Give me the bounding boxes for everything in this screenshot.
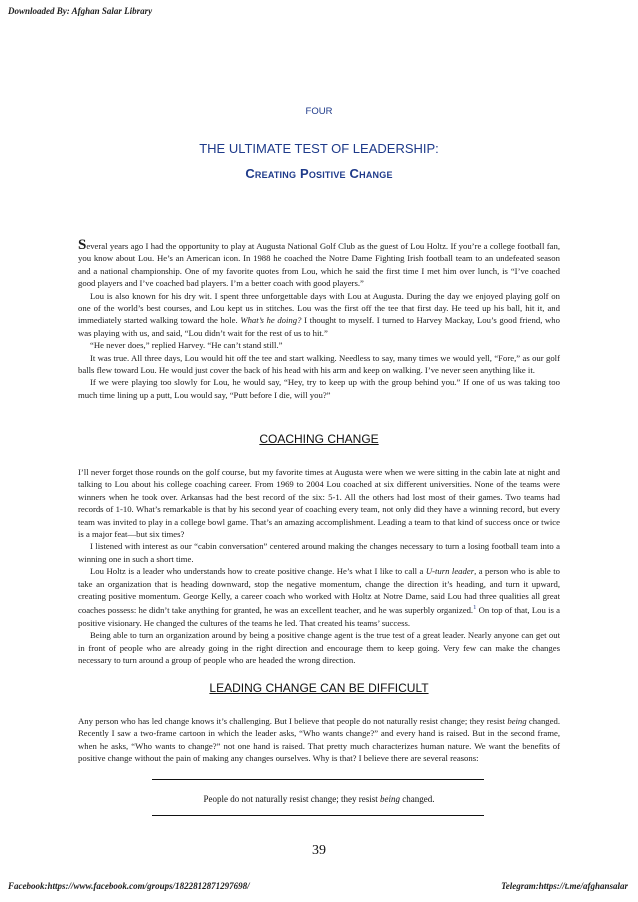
pull-quote-text: changed. xyxy=(399,794,435,804)
chapter-label: FOUR xyxy=(305,106,333,117)
watermark-telegram: Telegram:https://t.me/afghansalar xyxy=(501,881,628,891)
emphasis-text: being xyxy=(379,794,400,804)
pull-quote-top-rule xyxy=(152,779,484,780)
paragraph: Being able to turn an organization around by being a positive change agent is the true test of a great leader. Nearly anyone can get out in front of people who are already going in the right direction and encourage them to keep going. Very few can make the changes necessary to turn around a group of people who are headed the wrong direction. xyxy=(78,630,560,665)
pull-quote-bottom-rule xyxy=(152,815,484,816)
paragraph-text: I thought to myself. I turned to Harvey Mackay, Lou’s good friend, who was playing with us, and said, “Lou didn’t wait for the rest of us to hit.” xyxy=(78,315,560,338)
watermark-top: Downloaded By: Afghan Salar Library xyxy=(8,6,153,16)
watermark-facebook: Facebook:https://www.facebook.com/groups/1822812871297698/ xyxy=(8,881,250,891)
paragraph-text: Lou is also known for his dry wit. I spent three unforgettable days with Lou at Augusta. During the day we enjoyed playing golf on one of the world’s best courses, and Lou kept us in stitches. Lou was the first off the tee that first day. He teed up his ball, hit it, and immediately started walking toward the hole. xyxy=(78,290,560,326)
paragraph xyxy=(78,715,560,765)
paragraph-text: changed. Recently I saw a two-frame cartoon in which the leader asks, “Who wants change?” and every hand is raised. But in the second frame, when he asks, “Who wants to change?” not one hand is raised. That pretty much characterizes human nature. We want the benefits of positive change without the pain of making any changes ourselves. Why is that? I believe there are several reasons: xyxy=(78,716,560,764)
pull-quote xyxy=(0,794,638,804)
emphasis-text: U-turn leader xyxy=(425,566,475,577)
page-number: 39 xyxy=(312,843,326,858)
paragraph-text: Lou Holtz is a leader who understands how to create positive change. He’s what I like to call a xyxy=(90,566,426,577)
intro-text xyxy=(78,237,560,401)
paragraph: I’ll never forget those rounds on the golf course, but my favorite times at Augusta were when we were sitting in the cabin late at night and talking to Lou about his college coaching career. From 1969 to 2004 Lou coached at six different universities. None of the teams were winners when he took over. Arkansas had the best record of the six: 5-1. All the others had lost most of their games. Two teams had records of 1-10. What’s remarkable is that by his second year of coaching every team, not only did they have a winning record, but every team was invited to play in a college bowl game. That’s an amazing accomplishment. Leading a team to that kind of success once or twice is a major feat—but six times? xyxy=(78,467,560,540)
paragraph-text: everal years ago I had the opportunity to play at Augusta National Golf Club as the guest of Lou Holtz. If you’re a college football fan, you know about Lou. He’s an American icon. In 1988 he coached the Notre Dame Fighting Irish football team to an undefeated season and a national championship. One of my favorite quotes from Lou, which he said the first time I met him over lunch, is “I’ve coached good players and I’ve coached bad players. I’m a better coach with good players.” xyxy=(78,241,560,289)
paragraph: If we were playing too slowly for Lou, he would say, “Hey, try to keep up with the group behind you.” If one of us was taking too much time lining up a putt, Lou would say, “Putt before I die, will you?” xyxy=(78,377,560,400)
paragraph-text: Any person who has led change knows it’s challenging. But I believe that people do not naturally resist change; they resist xyxy=(78,716,508,726)
paragraph-text: On top of that, Lou is a positive visionary. He changed the cultures of the teams he led. That created his teams’ success. xyxy=(78,605,560,628)
paragraph: “He never does,” replied Harvey. “He can’t stand still.” xyxy=(90,340,283,351)
pull-quote-text: People do not naturally resist change; they resist xyxy=(203,794,380,804)
section-heading-coaching-change: COACHING CHANGE xyxy=(259,432,379,446)
footnote-marker[interactable]: 1 xyxy=(473,604,477,612)
paragraph xyxy=(78,290,560,340)
paragraph-text: , a person who is able to take an organization that is heading downward, stop the negative momentum, change the direction it’s heading, and turn it upward, creating positive momentum. George Kelly, a career coach who worked with Holtz at Notre Dame, said Lou had three qualities all great coaches possess: he didn’t take anything for granted, he was an excellent teacher, and he was superbly organized. xyxy=(78,566,560,616)
paragraph: I listened with interest as our “cabin conversation” centered around making the changes necessary to turn a losing football team into a winning one in such a short time. xyxy=(78,541,560,564)
chapter-title: THE ULTIMATE TEST OF LEADERSHIP: xyxy=(199,141,439,156)
coaching-change-text xyxy=(78,466,560,666)
emphasis-text: What’s he doing? xyxy=(240,315,302,326)
paragraph xyxy=(78,565,560,629)
paragraph: It was true. All three days, Lou would hit off the tee and start walking. Needless to say, many times we would yell, “Fore,” as our golf balls flew toward Lou. He would just cover the back of his head with his arm and keep on walking. I’ve never seen anything like it. xyxy=(78,352,560,376)
leading-change-text xyxy=(78,715,560,765)
emphasis-text: being xyxy=(507,716,527,726)
chapter-subtitle: Creating Positive Change xyxy=(245,166,393,181)
section-heading-leading-change: LEADING CHANGE CAN BE DIFFICULT xyxy=(209,681,429,695)
paragraph xyxy=(78,237,560,290)
drop-cap: S xyxy=(78,237,87,253)
